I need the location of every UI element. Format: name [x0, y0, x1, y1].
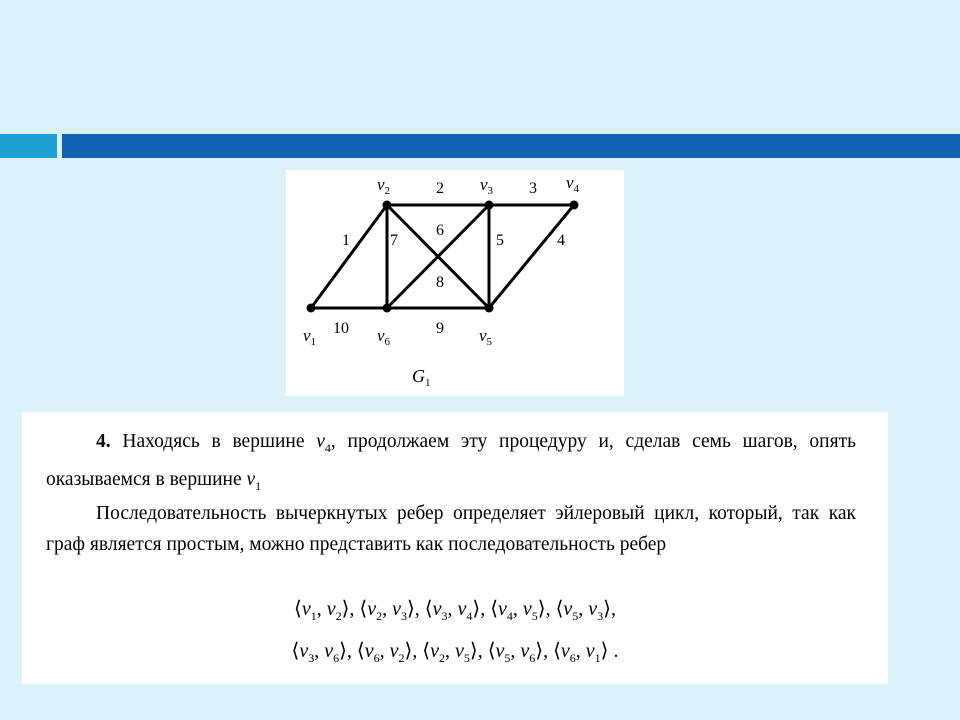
vertex-label-v5: $v_5$	[479, 326, 493, 348]
vertex-label-v2: $v_2$	[377, 175, 391, 197]
edge-label-8: 8	[436, 274, 444, 291]
edge-label-6: 6	[436, 222, 444, 239]
vertex-v2	[383, 201, 392, 210]
formula-line-2: $⟨v_3$, $v_6⟩$, $⟨v_6$, $v_2⟩$, $⟨v_2$, $v_5⟩$, $⟨v_5$, $v_6⟩$, $⟨v_6$, $v_1⟩$ .	[291, 640, 619, 665]
edge-4	[489, 205, 574, 308]
edge-label-10: 10	[333, 320, 349, 337]
vertex-v4	[570, 201, 579, 210]
vertex-v6	[383, 304, 392, 313]
graph-figure	[286, 170, 624, 396]
header-accent-right	[62, 134, 960, 158]
vertex-v5	[485, 304, 494, 313]
edge-label-5: 5	[496, 232, 504, 249]
edge-label-1: 1	[342, 232, 350, 249]
edge-label-3: 3	[529, 180, 537, 197]
vertex-v1	[307, 304, 316, 313]
graph-name: $G_1$	[412, 366, 431, 389]
vertex-label-v1: $v_1$	[303, 326, 317, 348]
formula-line-1: $⟨v_1$, $v_2⟩$, $⟨v_2$, $v_3⟩$, $⟨v_3$, $v_4⟩$, $⟨v_4$, $v_5⟩$, $⟨v_5$, $v_3⟩$,	[294, 598, 616, 623]
edge-label-7: 7	[390, 232, 398, 249]
header-accent-left	[0, 134, 57, 158]
paragraph-step-4: 4. Находясь в вершине $v_4$, продолжаем эту процедуру и, сделав семь шагов, опять оказываемся в вершине $v_1$	[46, 431, 856, 493]
edge-label-9: 9	[436, 320, 444, 337]
step-number: 4.	[96, 431, 111, 452]
paragraph-euler-cycle: Последовательность вычеркнутых ребер определяет эйлеровый цикл, который, так как граф является простым, можно представить как последовательность ребер	[46, 503, 856, 555]
graph-svg	[286, 170, 624, 396]
edge-label-2: 2	[436, 180, 444, 197]
vertex-v3	[485, 201, 494, 210]
text-box	[22, 412, 888, 684]
vertex-label-v6: $v_6$	[377, 326, 391, 348]
vertex-label-v3: $v_3$	[480, 175, 494, 197]
vertex-label-v4: $v_4$	[566, 173, 580, 195]
edge-label-4: 4	[557, 232, 565, 249]
edge-1	[311, 205, 387, 308]
